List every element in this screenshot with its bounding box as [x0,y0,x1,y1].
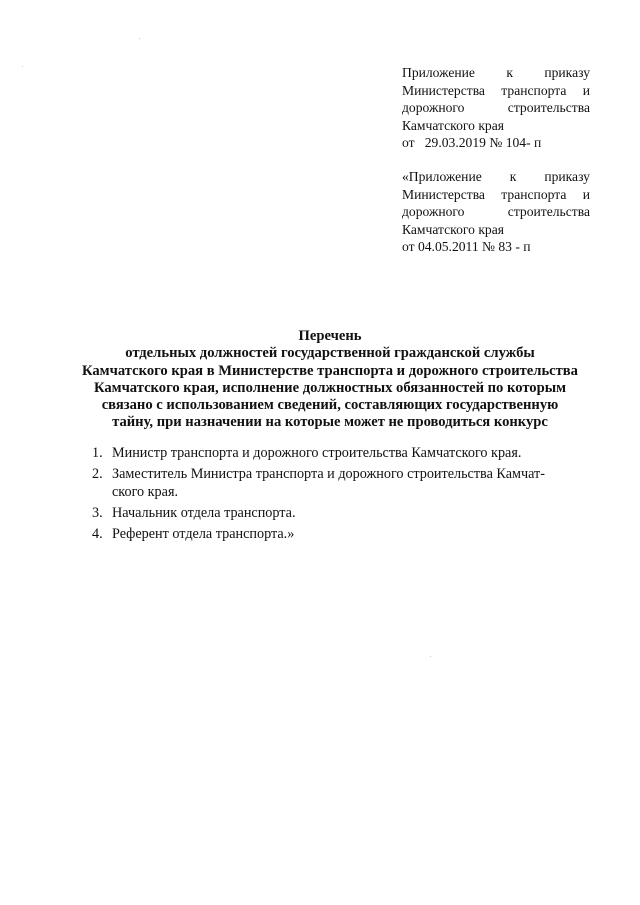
annex-word: к [506,65,513,80]
annex-current-block [402,64,590,152]
annex-word: приказу [544,169,590,184]
annex-previous-line-3 [402,203,590,221]
annex-word: дорожного [402,100,465,116]
list-item-number: 3. [92,504,103,521]
annex-previous-date-line: от 04.05.2011 № 83 - п [402,239,531,255]
annex-current-line-1 [402,64,590,82]
scan-speck [139,38,140,39]
list-item [92,526,592,544]
annex-word: и [582,186,590,202]
scan-speck [22,66,23,67]
list-item [92,505,592,523]
list-item-number: 2. [92,466,103,482]
list-item-text: Начальник отдела транспорта. [112,504,296,521]
annex-word: Министерства [402,186,485,202]
list-item [92,445,592,463]
title-line: тайну, при назначении на которые может не проводиться конкурс [112,414,548,431]
list-item-text: ского края. [112,483,179,500]
annex-word: «Приложение [402,169,482,184]
list-item [92,466,592,501]
list-item-text: Министр транспорта и дорожного строительства Камчатского края. [112,445,522,461]
annex-current-date-line: от 29.03.2019 № 104- п [402,135,542,151]
annex-word: дорожного [402,204,465,220]
document-heading: Перечень [298,328,362,344]
annex-word: Министерства [402,82,485,98]
annex-previous-line-2 [402,186,590,204]
title-line: Камчатского края в Министерстве транспорта и дорожного строительства [82,362,578,379]
annex-current-line-3 [402,99,590,117]
annex-word: строительства [507,100,590,116]
positions-list [92,445,592,547]
annex-current-line-4: Камчатского края [402,117,505,133]
annex-word: Приложение [402,65,475,80]
title-line: Камчатского края, исполнение должностных обязанностей по которым [93,379,567,396]
annex-previous-block [402,168,590,256]
annex-word: приказу [544,65,590,80]
annex-word: транспорта [501,186,567,202]
annex-word: и [582,82,590,98]
title-line: отдельных должностей государственной гражданской службы [125,345,535,362]
list-item-number: 1. [92,445,103,461]
title-line: связано с использованием сведений, составляющих государственную [101,397,559,414]
list-item-number: 4. [92,525,103,542]
list-item-text: Референт отдела транспорта.» [112,525,295,542]
document-title-block [60,328,600,432]
scan-speck [430,656,431,657]
annex-word: транспорта [501,82,567,98]
annex-previous-line-1 [402,168,590,186]
list-item-text: Заместитель Министра транспорта и дорожного строительства Камчат- [112,466,545,482]
annex-word: к [509,169,517,184]
annex-word: строительства [507,204,590,220]
annex-previous-line-4: Камчатского края [402,221,505,237]
annex-current-line-2 [402,82,590,100]
